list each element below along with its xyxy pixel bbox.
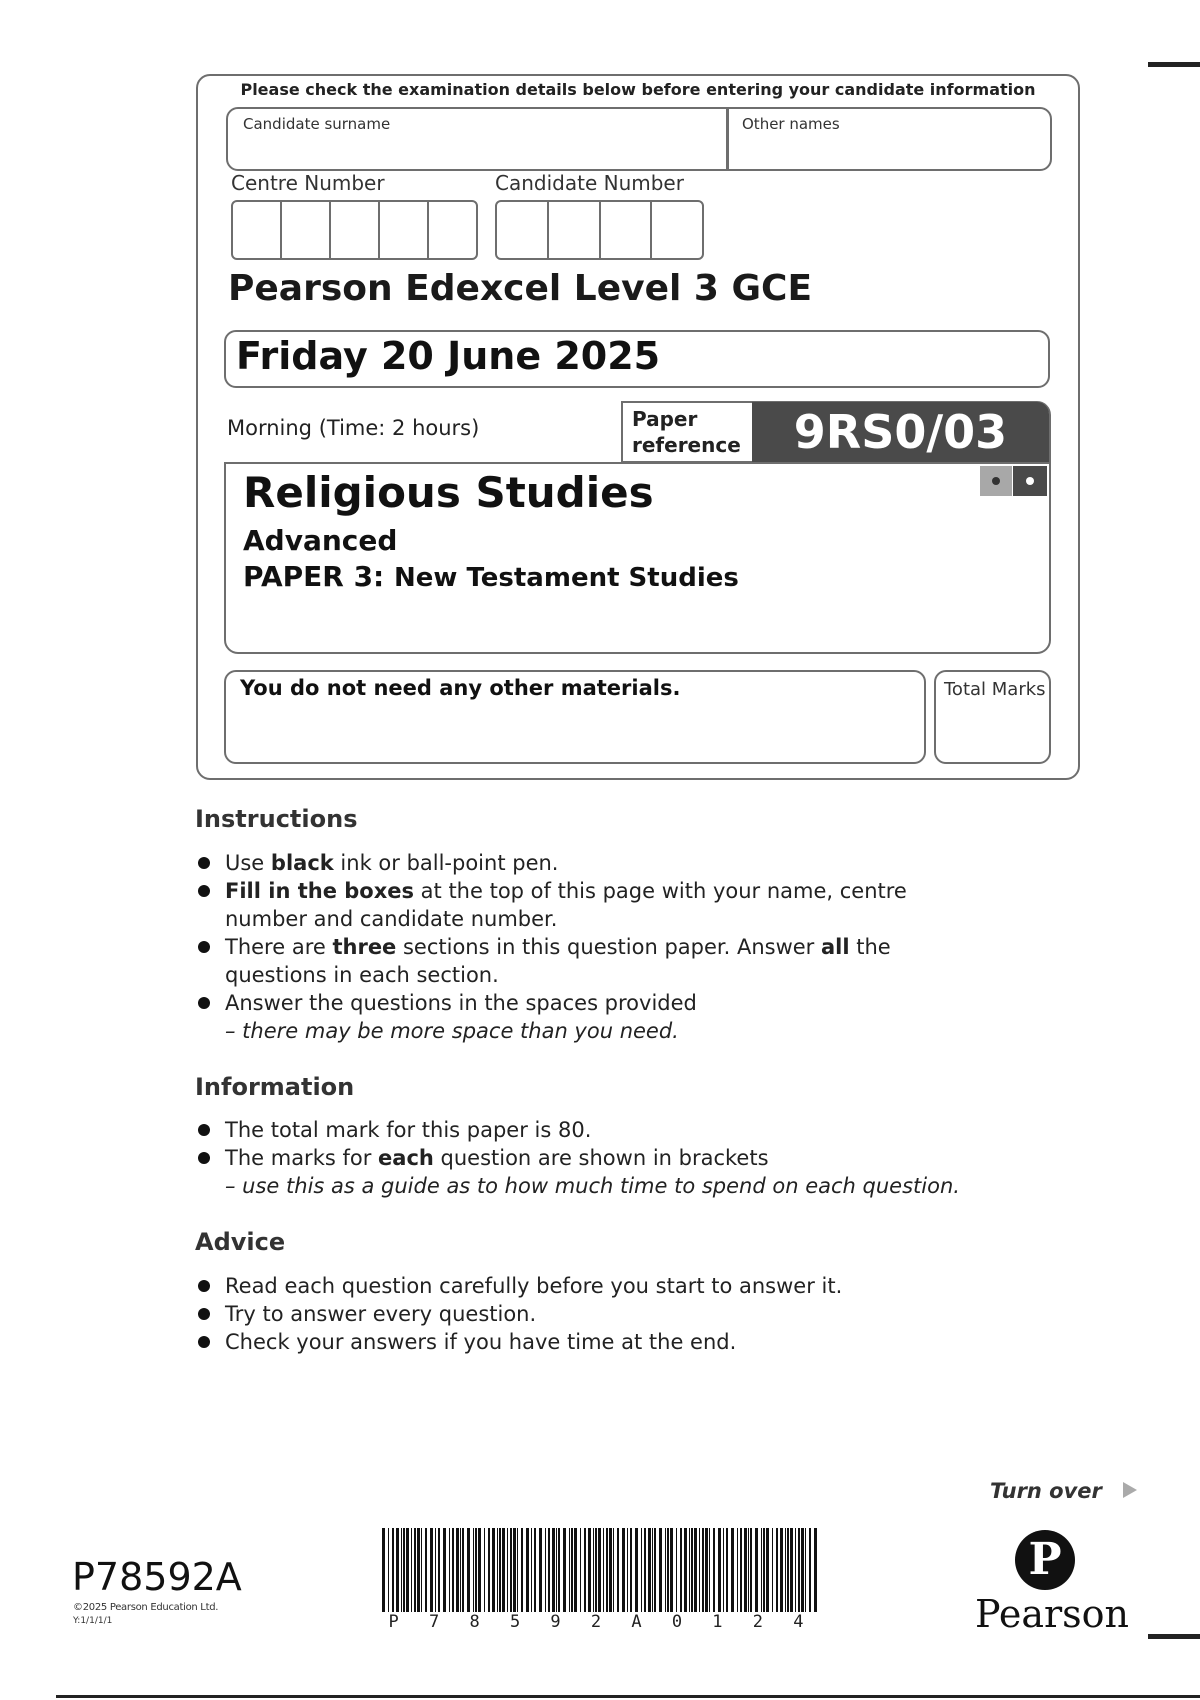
barcode-bar xyxy=(665,1528,666,1612)
barcode-bar xyxy=(603,1528,604,1612)
exam-board: Pearson Edexcel Level 3 GCE xyxy=(228,268,813,309)
barcode-bar xyxy=(635,1528,638,1612)
barcode-bar xyxy=(492,1528,495,1612)
barcode-bar xyxy=(766,1528,769,1612)
barcode-bar xyxy=(580,1528,581,1612)
barcode-bar xyxy=(814,1528,817,1612)
barcode-bar xyxy=(740,1528,742,1612)
barcode-bar xyxy=(805,1528,806,1612)
total-marks-label: Total Marks xyxy=(944,679,1046,700)
publisher-name: Pearson xyxy=(975,1592,1130,1636)
barcode-bar xyxy=(785,1528,786,1612)
barcode-bar xyxy=(531,1528,532,1612)
barcode-bar xyxy=(593,1528,594,1612)
barcode-bar xyxy=(588,1528,591,1612)
pearson-logo-icon: P xyxy=(1015,1530,1075,1590)
barcode-bar xyxy=(798,1528,800,1612)
surname-field[interactable] xyxy=(230,135,722,167)
candidate-digit-box[interactable] xyxy=(601,202,653,258)
barcode-bar xyxy=(507,1528,508,1612)
crop-mark-bottom-right xyxy=(1148,1634,1200,1639)
barcode-bar xyxy=(689,1528,690,1612)
paper-name: New Testament Studies xyxy=(394,563,739,593)
barcode-bar xyxy=(569,1528,570,1612)
barcode-bar xyxy=(691,1528,693,1612)
list-item: The marks for each question are shown in brackets – use this as a guide as to how much time to spend on each question. xyxy=(195,1144,1095,1200)
barcode-bar xyxy=(763,1528,765,1612)
barcode-bar xyxy=(452,1528,454,1612)
barcode-bar xyxy=(772,1528,773,1612)
instructions-heading: Instructions xyxy=(195,805,358,833)
triangle-right-icon xyxy=(1123,1482,1137,1498)
barcode-bar xyxy=(667,1528,669,1612)
barcode-bar xyxy=(595,1528,597,1612)
paper-prefix: PAPER 3: xyxy=(243,560,385,593)
barcode-bar xyxy=(627,1528,628,1612)
barcode-bar xyxy=(606,1528,608,1612)
barcode-bar xyxy=(521,1528,523,1612)
barcode-bar xyxy=(744,1528,747,1612)
barcode-bar xyxy=(417,1528,420,1612)
barcode-bar xyxy=(443,1528,446,1612)
paper-reference-label-line2: reference xyxy=(632,433,741,457)
exam-date: Friday 20 June 2025 xyxy=(236,334,661,378)
centre-digit-box[interactable] xyxy=(331,202,380,258)
barcode-bar xyxy=(648,1528,651,1612)
barcode-bar xyxy=(534,1528,536,1612)
candidate-number-field[interactable] xyxy=(495,200,704,260)
barcode-bar xyxy=(790,1528,793,1612)
barcode-bar xyxy=(401,1528,402,1612)
list-item: There are three sections in this question paper. Answer all the questions in each section. xyxy=(195,933,975,989)
centre-number-label: Centre Number xyxy=(231,171,385,195)
barcode-bar xyxy=(795,1528,796,1612)
barcode-bar xyxy=(713,1528,715,1612)
barcode-bar xyxy=(622,1528,625,1612)
candidate-digit-box[interactable] xyxy=(549,202,601,258)
barcode-bar xyxy=(780,1528,783,1612)
barcode-bar xyxy=(809,1528,811,1612)
barcode-bar xyxy=(787,1528,789,1612)
list-item: Check your answers if you have time at the end. xyxy=(195,1328,1095,1356)
turn-over xyxy=(990,1479,1137,1503)
instructions-list xyxy=(195,849,975,1045)
barcode-bar xyxy=(680,1528,682,1612)
barcode-bar xyxy=(748,1528,749,1612)
barcode-bar xyxy=(659,1528,662,1612)
barcode-bar xyxy=(430,1528,433,1612)
barcode-bar xyxy=(723,1528,724,1612)
barcode-bar xyxy=(609,1528,612,1612)
paper-title xyxy=(243,560,739,593)
barcode-bar xyxy=(702,1528,704,1612)
list-item: The total mark for this paper is 80. xyxy=(195,1116,1095,1144)
barcode-bar xyxy=(421,1528,422,1612)
barcode-bar xyxy=(396,1528,399,1612)
barcode-bar xyxy=(388,1528,389,1612)
barcode-bar xyxy=(617,1528,619,1612)
barcode-bar xyxy=(545,1528,546,1612)
exam-session: Morning (Time: 2 hours) xyxy=(227,416,480,440)
other-names-label: Other names xyxy=(742,115,840,133)
barcode-bar xyxy=(484,1528,485,1612)
materials-note: You do not need any other materials. xyxy=(240,676,681,700)
barcode-bar xyxy=(694,1528,697,1612)
other-names-field[interactable] xyxy=(732,135,1048,167)
barcode-bar xyxy=(510,1528,512,1612)
barcode-bar xyxy=(726,1528,728,1612)
crop-mark-top-right xyxy=(1148,62,1200,67)
barcode-bar xyxy=(755,1528,758,1612)
barcode-bar xyxy=(488,1528,490,1612)
barcode-bar xyxy=(403,1528,405,1612)
check-notice: Please check the examination details below before entering your candidate information xyxy=(240,80,1036,99)
barcode-bar xyxy=(563,1528,566,1612)
candidate-digit-box[interactable] xyxy=(652,202,702,258)
list-item: Read each question carefully before you start to answer it. xyxy=(195,1272,1095,1300)
centre-digit-box[interactable] xyxy=(429,202,476,258)
barcode-bar xyxy=(598,1528,601,1612)
subject-level: Advanced xyxy=(243,524,398,557)
barcode-bar xyxy=(552,1528,555,1612)
barcode-bar xyxy=(460,1528,461,1612)
turn-over-label: Turn over xyxy=(990,1479,1102,1503)
barcode-bar xyxy=(699,1528,700,1612)
barcode-bar xyxy=(676,1528,677,1612)
barcode-bar xyxy=(731,1528,734,1612)
barcode-bar xyxy=(478,1528,481,1612)
barcode-bar xyxy=(558,1528,560,1612)
barcode-bar xyxy=(630,1528,632,1612)
barcode-bar xyxy=(449,1528,450,1612)
version: Y:1/1/1/1 xyxy=(73,1616,113,1626)
paper-reference-label xyxy=(632,406,741,458)
barcode-bar xyxy=(411,1528,412,1612)
barcode xyxy=(382,1528,820,1612)
barcode-bar xyxy=(406,1528,409,1612)
barcode-bar xyxy=(654,1528,656,1612)
barcode-bar xyxy=(438,1528,440,1612)
barcode-bar xyxy=(761,1528,762,1612)
barcode-bar xyxy=(499,1528,501,1612)
barcode-text: P 7 8 5 9 2 A 0 1 2 4 xyxy=(388,1612,814,1632)
barcode-bar xyxy=(652,1528,653,1612)
barcode-bar xyxy=(517,1528,518,1612)
barcode-bar xyxy=(574,1528,577,1612)
surname-label: Candidate surname xyxy=(243,115,391,133)
list-item: Fill in the boxes at the top of this page with your name, centre number and candidate number. xyxy=(195,877,975,933)
advice-heading: Advice xyxy=(195,1228,286,1256)
barcode-bar xyxy=(414,1528,416,1612)
list-item: Answer the questions in the spaces provided – there may be more space than you need. xyxy=(195,989,975,1045)
centre-digit-box[interactable] xyxy=(380,202,429,258)
paper-reference-code: 9RS0/03 xyxy=(793,405,1008,459)
barcode-bar xyxy=(571,1528,573,1612)
barcode-bar xyxy=(737,1528,738,1612)
barcode-bar xyxy=(556,1528,557,1612)
paper-reference-label-line1: Paper xyxy=(632,407,698,431)
barcode-bar xyxy=(502,1528,505,1612)
barcode-bar xyxy=(456,1528,459,1612)
barcode-bar xyxy=(709,1528,710,1612)
barcode-bar xyxy=(776,1528,778,1612)
information-heading: Information xyxy=(195,1073,355,1101)
dot-icon xyxy=(1026,477,1034,485)
barcode-bar xyxy=(670,1528,673,1612)
barcode-bar xyxy=(750,1528,752,1612)
barcode-bar xyxy=(475,1528,477,1612)
barcode-bar xyxy=(392,1528,394,1612)
centre-digit-box[interactable] xyxy=(282,202,331,258)
barcode-bar xyxy=(473,1528,474,1612)
advice-list xyxy=(195,1272,1095,1356)
centre-number-field[interactable] xyxy=(231,200,478,260)
barcode-bar xyxy=(513,1528,516,1612)
barcode-bar xyxy=(718,1528,721,1612)
barcode-bar xyxy=(705,1528,708,1612)
paper-code: P78592A xyxy=(72,1555,242,1599)
barcode-bar xyxy=(613,1528,614,1612)
list-item: Use black ink or ball-point pen. xyxy=(195,849,975,877)
list-item: Try to answer every question. xyxy=(195,1300,1095,1328)
page-bottom-rule xyxy=(56,1695,1200,1698)
barcode-bar xyxy=(497,1528,498,1612)
candidate-digit-box[interactable] xyxy=(497,202,549,258)
name-divider xyxy=(726,108,729,170)
barcode-bar xyxy=(641,1528,642,1612)
centre-digit-box[interactable] xyxy=(233,202,282,258)
barcode-bar xyxy=(382,1528,385,1612)
barcode-bar xyxy=(435,1528,436,1612)
barcode-bar xyxy=(584,1528,586,1612)
candidate-number-label: Candidate Number xyxy=(495,171,684,195)
information-list xyxy=(195,1116,1095,1200)
barcode-bar xyxy=(801,1528,804,1612)
copyright: ©2025 Pearson Education Ltd. xyxy=(73,1602,219,1613)
barcode-bar xyxy=(467,1528,470,1612)
barcode-bar xyxy=(425,1528,427,1612)
barcode-bar xyxy=(526,1528,529,1612)
barcode-bar xyxy=(462,1528,464,1612)
barcode-bar xyxy=(684,1528,687,1612)
barcode-bar xyxy=(644,1528,646,1612)
dot-icon xyxy=(992,477,1000,485)
barcode-bar xyxy=(539,1528,542,1612)
barcode-bar xyxy=(548,1528,550,1612)
subject-title: Religious Studies xyxy=(243,468,654,517)
